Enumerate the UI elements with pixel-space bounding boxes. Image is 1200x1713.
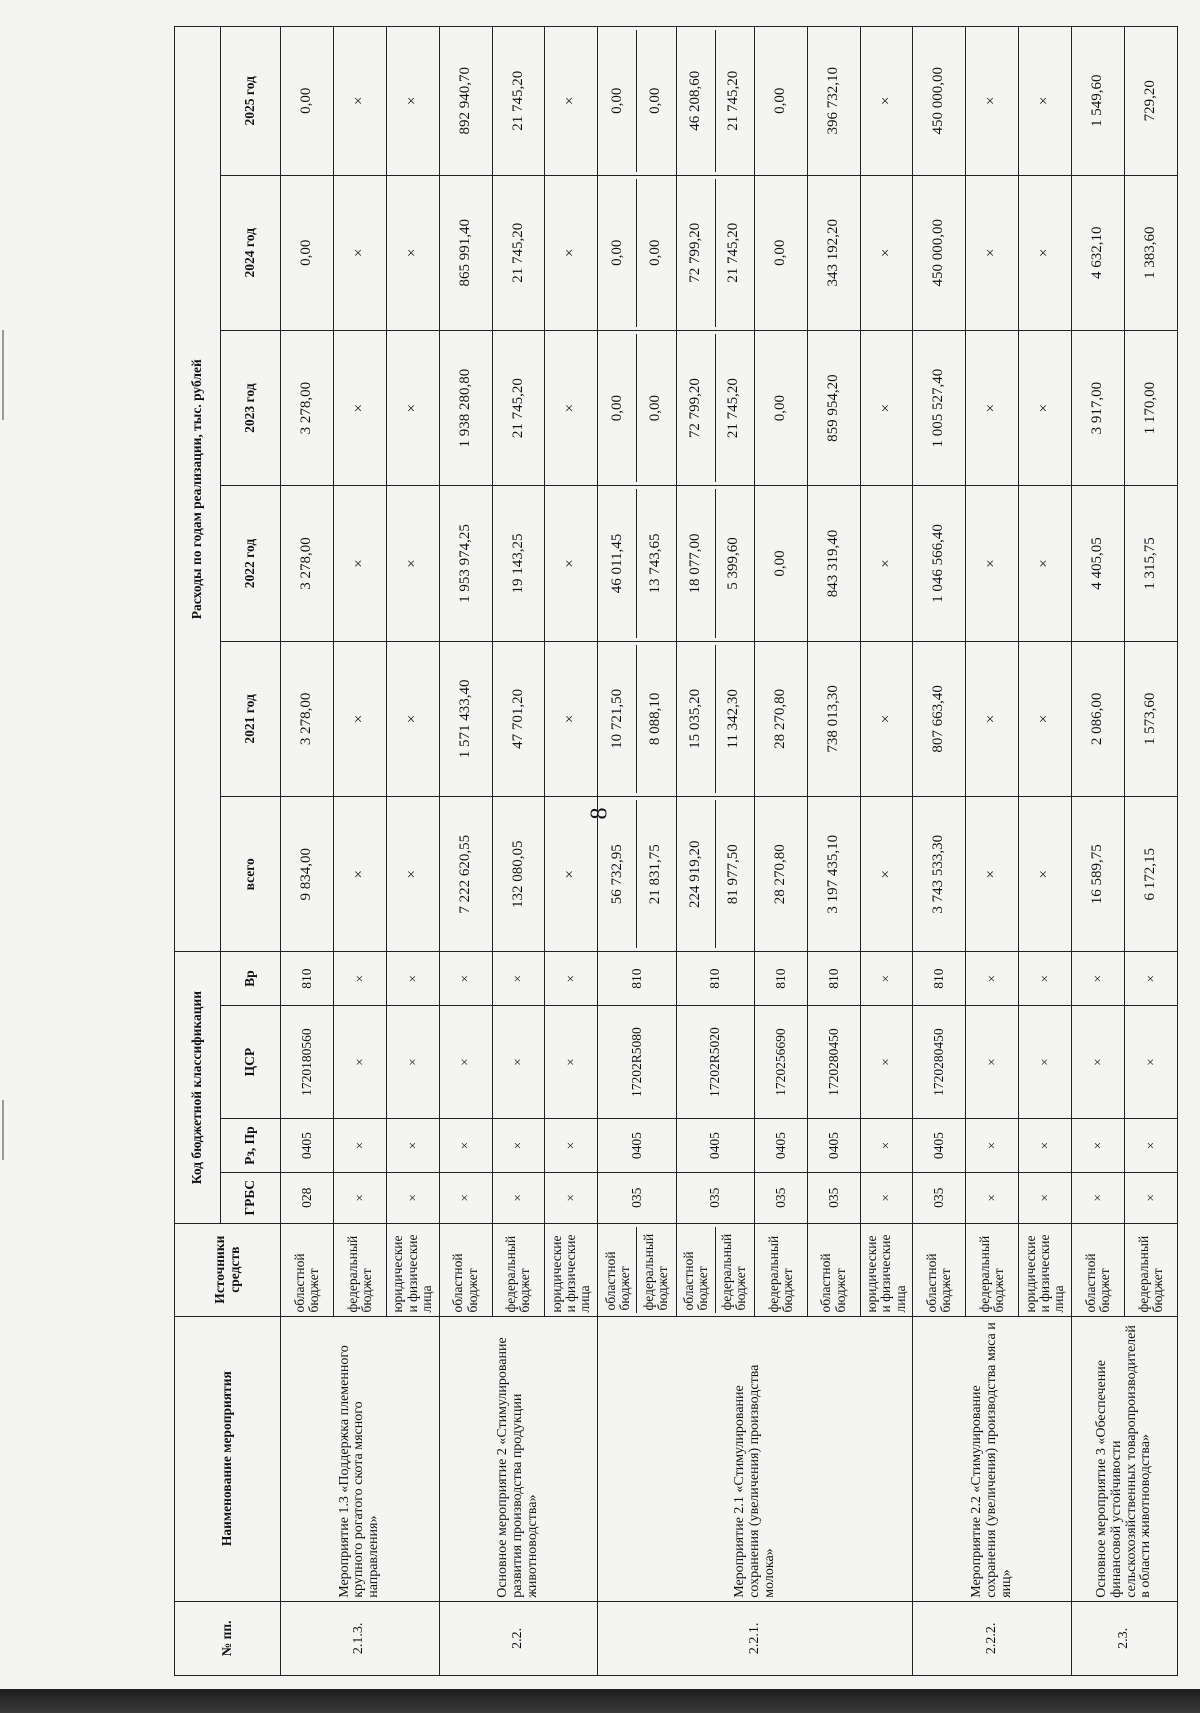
expense-value: × (386, 797, 439, 952)
scan-edge-mark (2, 330, 4, 420)
csr-code: × (1072, 1005, 1125, 1119)
expense-value: 0,00 (608, 395, 625, 422)
expense-value: 5 399,60 (715, 489, 753, 637)
csr-code: 1720180560 (281, 1005, 334, 1119)
funding-source: юридические и физические лица (545, 1223, 598, 1316)
table-row (1072, 27, 1125, 1676)
rzpr-code: × (545, 1119, 598, 1172)
expense-value: × (1019, 797, 1072, 952)
csr-code: × (1019, 1005, 1072, 1119)
vr-code: × (492, 952, 545, 1005)
expense-value: 1 315,75 (1124, 486, 1177, 641)
scan-edge-mark (2, 1100, 4, 1160)
vr-code: × (860, 952, 913, 1005)
activity-name: Мероприятие 2.2 «Стимулирование сохранения (увеличения) производства мяса и яиц» (913, 1316, 1072, 1601)
csr-code: × (386, 1005, 439, 1119)
funding-source: областной бюджет (913, 1223, 966, 1316)
expense-value: 21 745,20 (492, 175, 545, 330)
scan-bottom-edge (0, 1689, 1200, 1713)
header-code-group: Код бюджетной классификации (175, 952, 221, 1223)
expense-value: 21 745,20 (715, 334, 753, 482)
expense-value: 21 745,20 (492, 27, 545, 176)
funding-source: федеральный бюджет (492, 1223, 545, 1316)
expense-value: × (545, 641, 598, 796)
funding-source: юридические и физические лица (1019, 1223, 1072, 1316)
funding-source: федеральный бюджет (715, 1227, 753, 1313)
csr-code: × (492, 1005, 545, 1119)
value-pair (676, 641, 754, 796)
rzpr-code: × (439, 1119, 492, 1172)
csr-code: 17202R5020 (676, 1005, 754, 1119)
expense-value: 21 831,75 (636, 800, 674, 948)
funding-source: областной бюджет (1072, 1223, 1125, 1316)
expense-value: × (545, 27, 598, 176)
expense-value: × (966, 641, 1019, 796)
expense-value: × (1019, 27, 1072, 176)
expense-value: 11 342,30 (715, 645, 753, 793)
expense-value: 72 799,20 (687, 222, 704, 283)
activity-name: Основное мероприятие 3 «Обеспечение финансовой устойчивости сельскохозяйственных товаропроизводителей в области животноводства» (1072, 1316, 1178, 1601)
page-number: 8 (586, 807, 613, 819)
activity-name: Мероприятие 1.3 «Поддержка племенного крупного рогатого скота мясного направления» (281, 1316, 440, 1601)
expense-value: × (966, 486, 1019, 641)
value-pair (676, 486, 754, 641)
expense-value: 7 222 620,55 (439, 797, 492, 952)
expense-value: 81 977,50 (715, 800, 753, 948)
value-pair (598, 641, 676, 796)
expense-value: × (966, 27, 1019, 176)
grbs-code: 028 (281, 1172, 334, 1223)
vr-code: 810 (807, 952, 860, 1005)
expense-value: 15 035,20 (687, 688, 704, 749)
grbs-code: × (1124, 1172, 1177, 1223)
expense-value: 46 208,60 (687, 70, 704, 131)
expense-value: 450 000,00 (913, 175, 966, 330)
header-2024: 2024 год (221, 175, 281, 330)
expense-value: 6 172,15 (1124, 797, 1177, 952)
rzpr-code: 0405 (676, 1119, 754, 1172)
expense-value: 3 278,00 (281, 330, 334, 485)
expense-value: 21 745,20 (715, 179, 753, 327)
funding-source: юридические и физические лица (860, 1223, 913, 1316)
header-2022: 2022 год (221, 486, 281, 641)
row-number: 2.2. (439, 1601, 598, 1675)
funding-source: юридические и физические лица (386, 1223, 439, 1316)
header-name: Наименование мероприятия (175, 1316, 281, 1601)
funding-source: федеральный бюджет (1124, 1223, 1177, 1316)
header-sources: Источники средств (175, 1223, 281, 1316)
expense-value: 0,00 (281, 27, 334, 176)
table-row (913, 27, 966, 1676)
expense-value: × (386, 486, 439, 641)
row-number: 2.3. (1072, 1601, 1178, 1675)
budget-table (174, 26, 1178, 1676)
expense-value: 0,00 (636, 30, 674, 172)
expense-value: × (545, 486, 598, 641)
table-header (175, 27, 281, 1676)
csr-code: × (966, 1005, 1019, 1119)
grbs-code: × (439, 1172, 492, 1223)
expense-value: 16 589,75 (1072, 797, 1125, 952)
value-pair (598, 27, 676, 176)
expense-value: 0,00 (754, 486, 807, 641)
vr-code: 810 (754, 952, 807, 1005)
expense-value: × (545, 330, 598, 485)
vr-code: × (1124, 952, 1177, 1005)
rzpr-code: × (966, 1119, 1019, 1172)
rzpr-code: 0405 (754, 1119, 807, 1172)
expense-value: × (386, 330, 439, 485)
expense-value: × (386, 175, 439, 330)
grbs-code: × (1072, 1172, 1125, 1223)
vr-code: 810 (676, 952, 754, 1005)
table-row (281, 27, 334, 1676)
grbs-code: × (860, 1172, 913, 1223)
expense-value: × (333, 641, 386, 796)
header-vr: Вр (221, 952, 281, 1005)
csr-code: × (860, 1005, 913, 1119)
expense-value: 28 270,80 (754, 641, 807, 796)
rzpr-code: × (1072, 1119, 1125, 1172)
expense-value: 47 701,20 (492, 641, 545, 796)
vr-code: × (386, 952, 439, 1005)
csr-code: × (545, 1005, 598, 1119)
expense-value: × (386, 27, 439, 176)
expense-value: × (545, 175, 598, 330)
expense-value: 1 571 433,40 (439, 641, 492, 796)
csr-code: 17202R5080 (598, 1005, 676, 1119)
value-pair (598, 797, 676, 952)
rotated-table-wrapper (174, 26, 1178, 1676)
expense-value: 0,00 (636, 334, 674, 482)
expense-value: 3 278,00 (281, 641, 334, 796)
vr-code: × (333, 952, 386, 1005)
csr-code: × (439, 1005, 492, 1119)
expense-value: × (333, 175, 386, 330)
vr-code: × (545, 952, 598, 1005)
vr-code: × (1019, 952, 1072, 1005)
value-pair (676, 27, 754, 176)
rzpr-code: × (1019, 1119, 1072, 1172)
expense-value: × (545, 797, 598, 952)
expense-value: 72 799,20 (687, 378, 704, 439)
source-pair (676, 1223, 754, 1316)
expense-value: 224 919,20 (687, 840, 704, 909)
expense-value: 807 663,40 (913, 641, 966, 796)
csr-code: × (1124, 1005, 1177, 1119)
expense-value: 0,00 (281, 175, 334, 330)
expense-value: × (1019, 486, 1072, 641)
rzpr-code: 0405 (807, 1119, 860, 1172)
vr-code: × (439, 952, 492, 1005)
csr-code: 1720256690 (754, 1005, 807, 1119)
funding-source: областной бюджет (680, 1251, 711, 1311)
expense-value: × (333, 797, 386, 952)
expense-value: 4 632,10 (1072, 175, 1125, 330)
header-no: № пп. (175, 1601, 281, 1675)
expense-value: 21 745,20 (492, 330, 545, 485)
vr-code: × (966, 952, 1019, 1005)
grbs-code: 035 (913, 1172, 966, 1223)
expense-value: × (1019, 641, 1072, 796)
funding-source: областной бюджет (807, 1223, 860, 1316)
value-pair (598, 175, 676, 330)
expense-value: 3 278,00 (281, 486, 334, 641)
expense-value: 2 086,00 (1072, 641, 1125, 796)
activity-name: Мероприятие 2.1 «Стимулирование сохранения (увеличения) производства молока» (598, 1316, 913, 1601)
csr-code: 1720280450 (807, 1005, 860, 1119)
expense-value: 9 834,00 (281, 797, 334, 952)
expense-value: 1 549,60 (1072, 27, 1125, 176)
expense-value: 865 991,40 (439, 175, 492, 330)
expense-value: 892 940,70 (439, 27, 492, 176)
expense-value: 396 732,10 (807, 27, 860, 176)
expense-value: 1 046 566,40 (913, 486, 966, 641)
grbs-code: × (386, 1172, 439, 1223)
rzpr-code: × (333, 1119, 386, 1172)
expense-value: 450 000,00 (913, 27, 966, 176)
expense-value: 3 197 435,10 (807, 797, 860, 952)
expense-value: 21 745,20 (715, 30, 753, 172)
expense-value: × (1019, 175, 1072, 330)
expense-value: 0,00 (754, 27, 807, 176)
expense-value: 19 143,25 (492, 486, 545, 641)
grbs-code: 035 (598, 1172, 676, 1223)
csr-code: 1720280450 (913, 1005, 966, 1119)
header-2025: 2025 год (221, 27, 281, 176)
expense-value: 738 013,30 (807, 641, 860, 796)
expense-value: 729,20 (1124, 27, 1177, 176)
expense-value: × (860, 486, 913, 641)
expense-value: 859 954,20 (807, 330, 860, 485)
row-number: 2.1.3. (281, 1601, 440, 1675)
funding-source: федеральный бюджет (333, 1223, 386, 1316)
expense-value: 18 077,00 (687, 533, 704, 594)
value-pair (676, 330, 754, 485)
expense-value: × (860, 797, 913, 952)
expense-value: × (966, 797, 1019, 952)
grbs-code: × (966, 1172, 1019, 1223)
value-pair (598, 486, 676, 641)
expense-value: 1 938 280,80 (439, 330, 492, 485)
expense-value: × (386, 641, 439, 796)
value-pair (598, 330, 676, 485)
expense-value: × (1019, 330, 1072, 485)
expense-value: 0,00 (636, 179, 674, 327)
header-csr: ЦСР (221, 1005, 281, 1119)
expense-value: × (860, 175, 913, 330)
expense-value: 10 721,50 (608, 688, 625, 749)
expense-value: 1 170,00 (1124, 330, 1177, 485)
expense-value: 28 270,80 (754, 797, 807, 952)
expense-value: × (966, 330, 1019, 485)
expense-value: 843 319,40 (807, 486, 860, 641)
rzpr-code: 0405 (913, 1119, 966, 1172)
value-pair (676, 797, 754, 952)
funding-source: федеральный бюджет (636, 1227, 674, 1313)
expense-value: 3 917,00 (1072, 330, 1125, 485)
expense-value: 343 192,20 (807, 175, 860, 330)
grbs-code: × (1019, 1172, 1072, 1223)
rzpr-code: × (860, 1119, 913, 1172)
expense-value: 0,00 (608, 239, 625, 266)
row-number: 2.2.2. (913, 1601, 1072, 1675)
rzpr-code: 0405 (281, 1119, 334, 1172)
row-number: 2.2.1. (598, 1601, 913, 1675)
funding-source: областной бюджет (602, 1251, 632, 1311)
expense-value: 132 080,05 (492, 797, 545, 952)
rzpr-code: × (492, 1119, 545, 1172)
expense-value: 13 743,65 (636, 489, 674, 637)
header-total: всего (221, 797, 281, 952)
expense-value: 3 743 533,30 (913, 797, 966, 952)
table-row (598, 27, 676, 1676)
table-body (281, 27, 1178, 1676)
grbs-code: × (545, 1172, 598, 1223)
expense-value: 1 953 974,25 (439, 486, 492, 641)
expense-value: 4 405,05 (1072, 486, 1125, 641)
expense-value: 8 088,10 (636, 645, 674, 793)
header-2021: 2021 год (221, 641, 281, 796)
expense-value: 0,00 (608, 87, 625, 114)
expense-value: 56 732,95 (608, 844, 625, 905)
funding-source: федеральный бюджет (754, 1223, 807, 1316)
rzpr-code: × (1124, 1119, 1177, 1172)
activity-name: Основное мероприятие 2 «Стимулирование развития производства продукции животноводства» (439, 1316, 598, 1601)
vr-code: 810 (281, 952, 334, 1005)
table-area (174, 26, 1178, 1676)
vr-code: × (1072, 952, 1125, 1005)
expense-value: 1 005 527,40 (913, 330, 966, 485)
rzpr-code: × (386, 1119, 439, 1172)
funding-source: федеральный бюджет (966, 1223, 1019, 1316)
vr-code: 810 (913, 952, 966, 1005)
grbs-code: × (333, 1172, 386, 1223)
funding-source: областной бюджет (281, 1223, 334, 1316)
grbs-code: × (492, 1172, 545, 1223)
expense-value: × (333, 27, 386, 176)
funding-source: областной бюджет (439, 1223, 492, 1316)
rzpr-code: 0405 (598, 1119, 676, 1172)
table-row (439, 27, 492, 1676)
expense-value: 46 011,45 (608, 533, 625, 594)
expense-value: × (333, 486, 386, 641)
expense-value: 0,00 (754, 330, 807, 485)
expense-value: × (860, 330, 913, 485)
header-2023: 2023 год (221, 330, 281, 485)
csr-code: × (333, 1005, 386, 1119)
expense-value: 0,00 (754, 175, 807, 330)
header-exp-group: Расходы по годам реализации, тыс. рублей (175, 27, 221, 952)
vr-code: 810 (598, 952, 676, 1005)
grbs-code: 035 (807, 1172, 860, 1223)
header-grbs: ГРБС (221, 1172, 281, 1223)
source-pair (598, 1223, 676, 1316)
expense-value: × (333, 330, 386, 485)
expense-value: × (966, 175, 1019, 330)
expense-value: × (860, 641, 913, 796)
value-pair (676, 175, 754, 330)
header-rzpr: Рз, Пр (221, 1119, 281, 1172)
expense-value: 1 383,60 (1124, 175, 1177, 330)
grbs-code: 035 (676, 1172, 754, 1223)
expense-value: 1 573,60 (1124, 641, 1177, 796)
expense-value: × (860, 27, 913, 176)
grbs-code: 035 (754, 1172, 807, 1223)
